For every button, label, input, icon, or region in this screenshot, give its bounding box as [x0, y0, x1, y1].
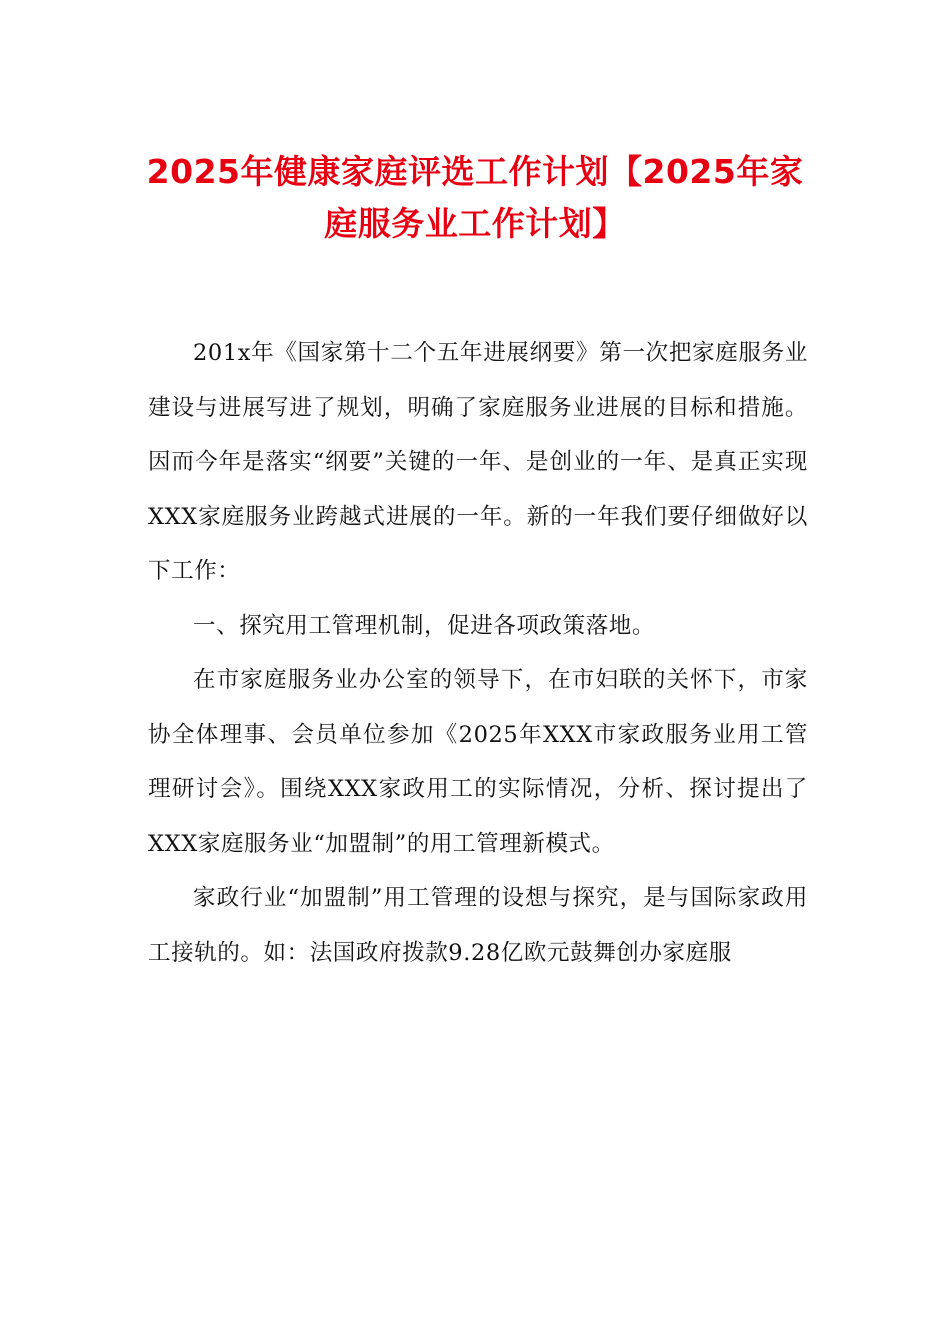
document-title	[140, 146, 810, 250]
paragraph-intro: 201x年《国家第十二个五年进展纲要》第一次把家庭服务业建设与进展写进了规划，明确了家庭服务业进展的目标和措施。因而今年是落实“纲要”关键的一年、是创业的一年、是真正实现XXX家庭服务业跨越式进展的一年。新的一年我们要仔细做好以下工作：	[148, 340, 808, 584]
title-line-1: 2025年健康家庭评选工作计划【2025年家	[146, 152, 804, 191]
document-body	[148, 326, 808, 980]
paragraph-section-heading: 一、探究用工管理机制，促进各项政策落地。	[193, 612, 656, 639]
paragraph-seminar: 在市家庭服务业办公室的领导下，在市妇联的关怀下，市家协全体理事、会员单位参加《2025年XXX市家政服务业用工管理研讨会》。围绕XXX家政用工的实际情况，分析、探讨提出了XXX家庭服务业“加盟制”的用工管理新模式。	[148, 667, 808, 857]
title-line-2: 庭服务业工作计划】	[324, 204, 626, 243]
paragraph-franchise: 家政行业“加盟制”用工管理的设想与探究，是与国际家政用工接轨的。如：法国政府拨款9.28亿欧元鼓舞创办家庭服	[148, 885, 808, 966]
